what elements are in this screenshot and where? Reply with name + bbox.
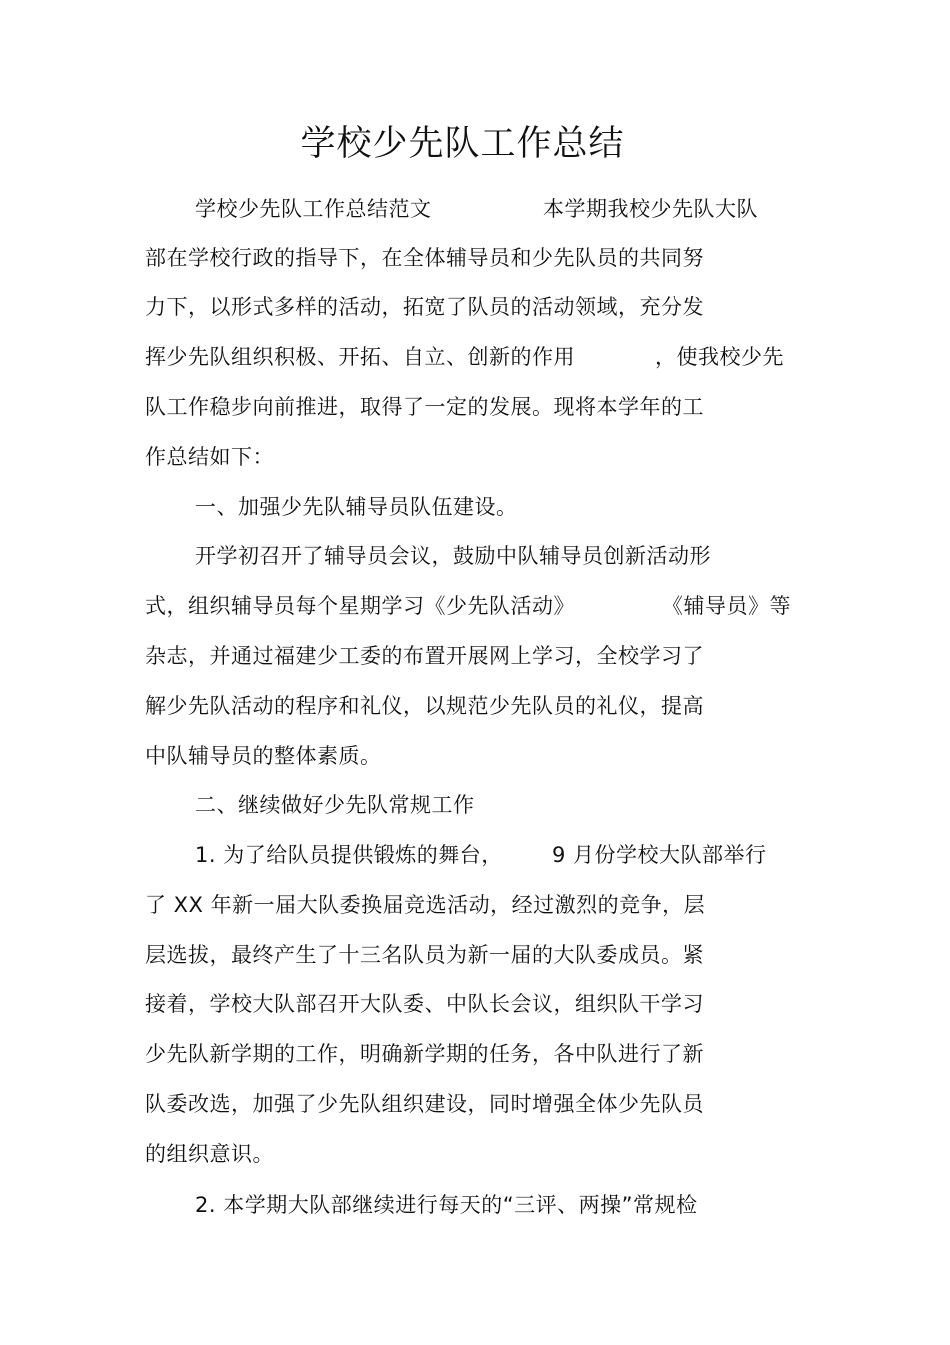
text-line: 接着，学校大队部召开大队委、中队长会议，组织队干学习 [145,992,704,1016]
document-title: 学校少先队工作总结 [300,124,625,164]
text-line: 杂志，并通过福建少工委的布置开展网上学习，全校学习了 [145,644,704,668]
text-line: 式，组织辅导员每个星期学习《少先队活动》 [145,594,575,618]
text-line: 解少先队活动的程序和礼仪，以规范少先队员的礼仪，提高 [145,694,704,718]
text-line: ，使我校少先 [655,345,784,369]
text-line: 力下，以形式多样的活动，拓宽了队员的活动领域，充分发 [145,295,704,319]
text-line: 挥少先队组织积极、开拓、自立、创新的作用 [145,345,575,369]
text-line: 队委改选，加强了少先队组织建设，同时增强全体少先队员 [145,1092,704,1116]
text-line: 本学期我校少先队大队 [543,197,758,221]
text-line: 的组织意识。 [145,1142,274,1166]
section-heading: 二、继续做好少先队常规工作 [195,793,475,817]
text-line: 队工作稳步向前推进，取得了一定的发展。现将本学年的工 [145,395,704,419]
text-line: 《辅导员》等 [662,594,791,618]
text-line: 开学初召开了辅导员会议，鼓励中队辅导员创新活动形 [195,544,711,568]
text-line: 9 月份学校大队部举行 [552,843,767,867]
text-line: 作总结如下： [145,445,274,469]
section-heading: 一、加强少先队辅导员队伍建设。 [195,495,518,519]
text-line: 少先队新学期的工作，明确新学期的任务，各中队进行了新 [145,1042,704,1066]
text-line: 学校少先队工作总结范文 [195,197,432,221]
text-line: 部在学校行政的指导下，在全体辅导员和少先队员的共同努 [145,246,704,270]
text-line: 层选拔，最终产生了十三名队员为新一届的大队委成员。紧 [145,943,704,967]
text-line: 1. 为了给队员提供锻炼的舞台， [195,843,503,867]
text-line: 了 XX 年新一届大队委换届竞选活动，经过激烈的竞争，层 [145,893,706,917]
text-line: 2. 本学期大队部继续进行每天的“三评、两操”常规检 [195,1193,698,1217]
text-line: 中队辅导员的整体素质。 [145,744,382,768]
